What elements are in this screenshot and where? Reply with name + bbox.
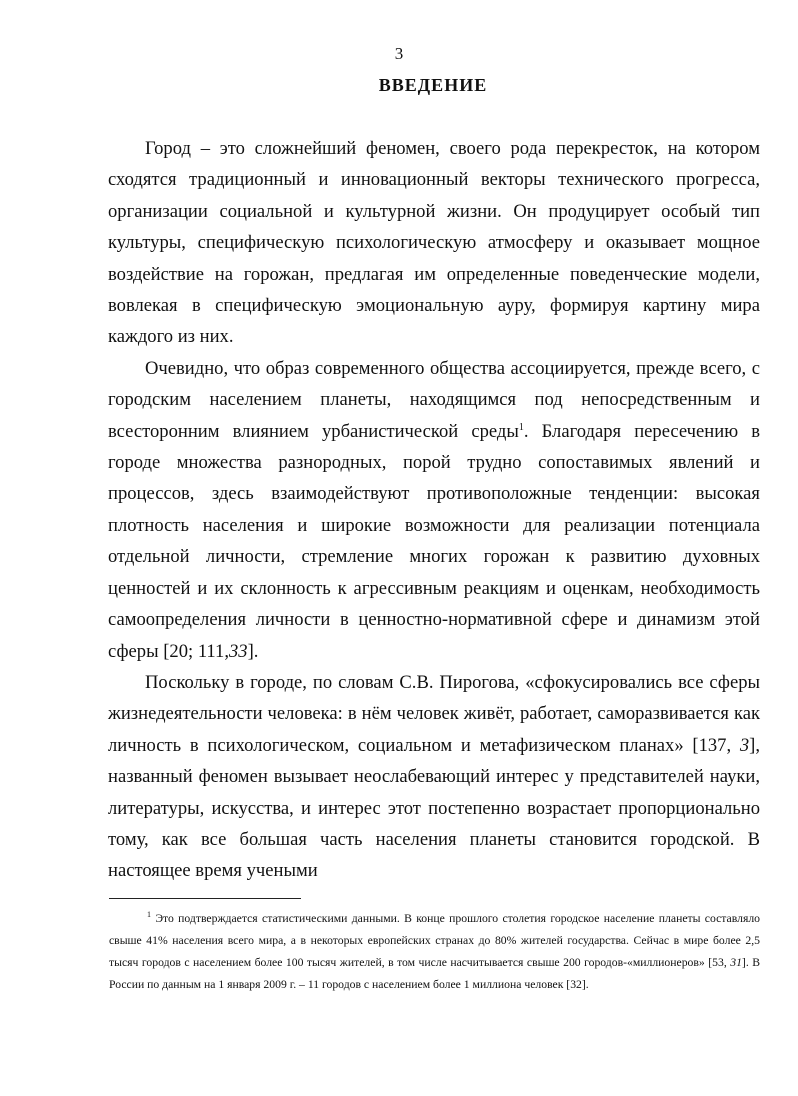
paragraph-3-citation-page: 3 bbox=[739, 734, 750, 756]
paragraph-2-text-a: Очевидно, что образ современного общества ассоциируется, прежде всего, с городским населением планеты, находящимся под непосредственным и всесторонним влиянием урбанистической среды bbox=[108, 357, 760, 442]
paragraph-1: Город – это сложнейший феномен, своего рода перекресток, на котором сходятся традиционный и инновационный векторы технического прогресса, организации социальной и культурной жизни. Он продуцирует особый тип культуры, специфическую психологическую атмосферу и оказывает мощное воздействие на горожан, предлагая им определенные поведенческие модели, вовлекая в специфическую эмоциональную ауру, формируя картину мира каждого из них. bbox=[108, 138, 760, 348]
paragraph-2 bbox=[108, 353, 760, 667]
paragraph-2-text-c: ]. bbox=[247, 640, 259, 662]
footnote-divider bbox=[109, 898, 301, 899]
footnote-marker: 1 bbox=[147, 910, 151, 920]
footnote-text-b: ]. В России по данным на 1 января 2009 г. – 11 городов с населением более 1 миллиона человек [32]. bbox=[109, 956, 761, 991]
paragraph-2-text-b: . Благодаря пересечению в городе множества разнородных, порой трудно сопоставимых явлений и процессов, здесь взаимодействуют противоположные тенденции: высокая плотность населения и широкие возможности для реализации потенциала отдельной личности, стремление многих горожан к развитию духовных ценностей и их склонность к агрессивным реакциям и оценкам, необходимость самоопределения личности в ценностно-нормативной сфере и динамизм этой сферы [20; 111, bbox=[108, 420, 760, 662]
footnote-text-a: Это подтверждается статистическими данными. В конце прошлого столетия городское население планеты составляло свыше 41% населения всего мира, а в некоторых европейских странах до 80% жителей государства. Сейчас в мире более 2,5 тысяч городов с населением более 100 тысяч жителей, в том числе насчитывается свыше 200 городов-«миллионеров» [53, bbox=[109, 912, 760, 969]
page-number: 3 bbox=[394, 44, 404, 63]
footnote bbox=[109, 908, 760, 996]
paragraph-3 bbox=[108, 667, 760, 887]
footnote-citation-page: 31 bbox=[730, 956, 742, 969]
footnote-reference: 1 bbox=[518, 421, 524, 433]
paragraph-3-text-a: Поскольку в городе, по словам С.В. Пирогова, «сфокусировались все сферы жизнедеятельности человека: в нём человек живёт, работает, саморазвивается как личность в психологическом, социальном и метафизическом планах» [137, bbox=[108, 671, 760, 756]
body-text bbox=[108, 133, 760, 887]
paragraph-2-citation-page: 33 bbox=[228, 640, 248, 662]
section-heading: ВВЕДЕНИЕ bbox=[378, 75, 488, 95]
paragraph-3-text-b: ], названный феномен вызывает неослабевающий интерес у представителей науки, литературы, искусства, и интерес этот постепенно возрастает пропорционально тому, как все большая часть населения планеты становится городской. В настоящее время учеными bbox=[108, 734, 760, 882]
